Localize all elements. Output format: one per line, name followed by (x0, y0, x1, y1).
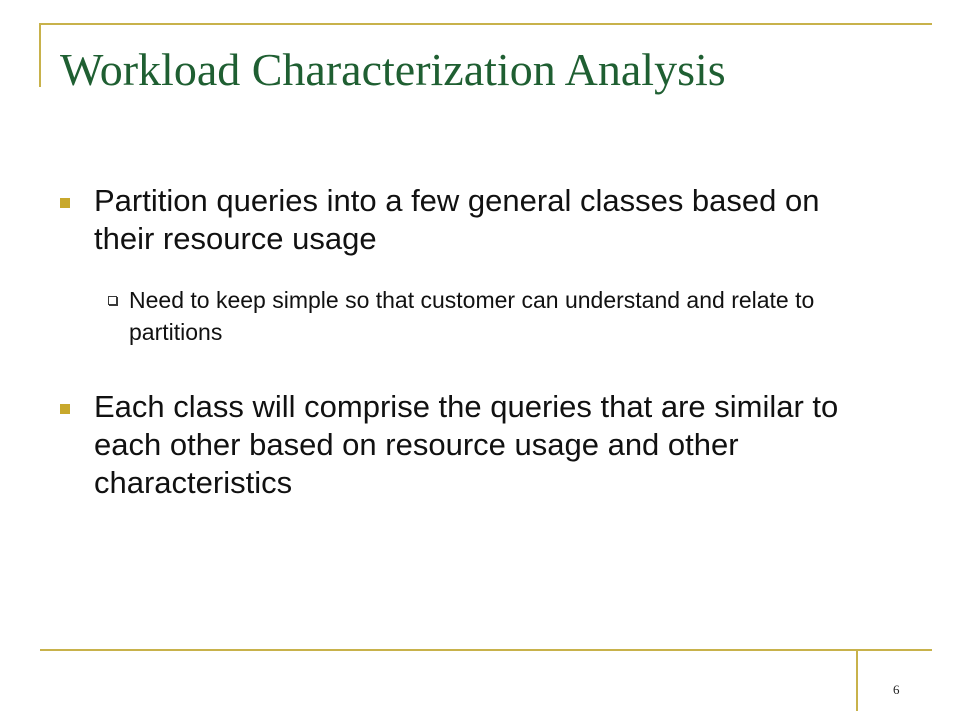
page-number: 6 (893, 682, 900, 697)
top-vertical-rule (39, 23, 41, 87)
bullet-item-2 (60, 388, 880, 502)
bullet-item-1 (60, 182, 880, 258)
square-bullet-icon (60, 198, 70, 208)
bottom-vertical-rule (856, 651, 858, 711)
hollow-square-bullet-icon (108, 296, 117, 305)
bottom-horizontal-rule (40, 649, 932, 651)
top-horizontal-rule (40, 23, 932, 25)
bullet-text-1: Partition queries into a few general classes based on their resource usage (94, 183, 820, 256)
sub-bullet-item-1 (108, 284, 880, 348)
slide-title: Workload Characterization Analysis (60, 44, 726, 95)
square-bullet-icon (60, 404, 70, 414)
sub-bullet-text-1: Need to keep simple so that customer can understand and relate to partitions (129, 287, 815, 345)
bullet-text-2: Each class will comprise the queries that are similar to each other based on resource usage and other characteristics (94, 389, 839, 500)
